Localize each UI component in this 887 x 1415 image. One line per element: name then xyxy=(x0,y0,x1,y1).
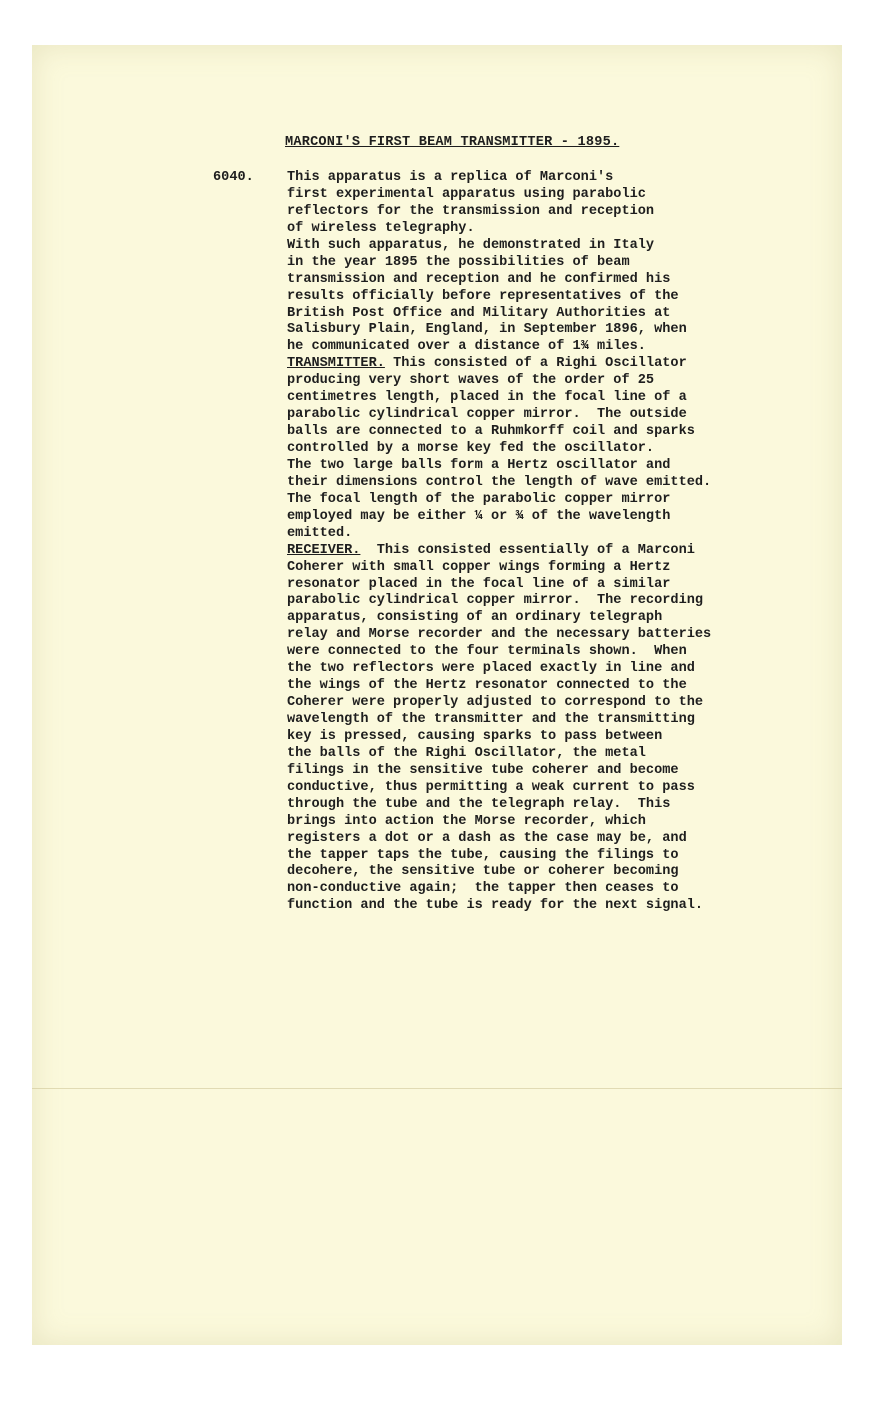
body-line: Salisbury Plain, England, in September 1896, when xyxy=(287,322,687,338)
body-line: decohere, the sensitive tube or coherer becoming xyxy=(287,864,679,880)
body-line: employed may be either ¼ or ¾ of the wavelength xyxy=(287,508,671,524)
body-line: through the tube and the telegraph relay. This xyxy=(287,796,671,812)
body-line: the wings of the Hertz resonator connected to the xyxy=(287,678,687,694)
body-line: he communicated over a distance of 1¾ miles. xyxy=(287,339,646,355)
body-line: the tapper taps the tube, causing the filings to xyxy=(287,847,679,863)
body-line: controlled by a morse key fed the oscillator. xyxy=(287,441,655,456)
body-line: first experimental apparatus using parabolic xyxy=(287,186,646,202)
body-line: producing very short waves of the order of 25 xyxy=(287,373,655,389)
body-line: The two large balls form a Hertz oscillator and xyxy=(287,457,671,473)
document-body xyxy=(287,170,827,915)
body-line: registers a dot or a dash as the case may be, and xyxy=(287,830,687,846)
body-line: function and the tube is ready for the next signal. xyxy=(287,898,704,914)
body-line: apparatus, consisting of an ordinary telegraph xyxy=(287,610,663,626)
body-line: the balls of the Righi Oscillator, the metal xyxy=(287,745,646,761)
body-line: emitted. xyxy=(287,525,353,541)
section-heading-line: RECEIVER. This consisted essentially of a Marconi xyxy=(287,542,695,558)
paper-fold-crease xyxy=(32,1088,842,1089)
body-line: parabolic cylindrical copper mirror. The outside xyxy=(287,407,687,423)
catalogue-number: 6040. xyxy=(213,170,254,185)
body-line: conductive, thus permitting a weak current to pass xyxy=(287,779,695,795)
body-line: were connected to the four terminals shown. When xyxy=(287,644,687,660)
body-line: resonator placed in the focal line of a similar xyxy=(287,576,671,592)
body-line: non-conductive again; the tapper then ceases to xyxy=(287,881,679,897)
body-line: of wireless telegraphy. xyxy=(287,220,475,236)
body-line: balls are connected to a Ruhmkorff coil and sparks xyxy=(287,424,695,440)
body-line: key is pressed, causing sparks to pass between xyxy=(287,728,663,744)
body-line: This apparatus is a replica of Marconi's xyxy=(287,170,614,185)
body-line: wavelength of the transmitter and the transmitting xyxy=(287,712,695,727)
body-line: their dimensions control the length of wave emitted. xyxy=(287,474,712,490)
body-line: Coherer with small copper wings forming a Hertz xyxy=(287,559,671,575)
body-line: relay and Morse recorder and the necessary batteries xyxy=(287,627,712,643)
receiver-heading: RECEIVER. xyxy=(287,542,361,558)
document-title: MARCONI'S FIRST BEAM TRANSMITTER - 1895. xyxy=(285,135,620,150)
body-line: reflectors for the transmission and reception xyxy=(287,203,655,219)
body-line: the two reflectors were placed exactly in line and xyxy=(287,661,695,677)
body-line: brings into action the Morse recorder, which xyxy=(287,813,646,829)
body-line: parabolic cylindrical copper mirror. The recording xyxy=(287,593,704,609)
transmitter-heading: TRANSMITTER. xyxy=(287,356,385,372)
body-line: filings in the sensitive tube coherer and become xyxy=(287,762,679,778)
body-line: Coherer were properly adjusted to correspond to the xyxy=(287,695,704,711)
body-line: The focal length of the parabolic copper mirror xyxy=(287,491,671,507)
section-heading-line: TRANSMITTER. This consisted of a Righi Oscillator xyxy=(287,356,687,372)
body-line: results officially before representatives of the xyxy=(287,288,679,304)
body-line: British Post Office and Military Authorities at xyxy=(287,305,671,321)
body-line: transmission and reception and he confirmed his xyxy=(287,271,671,287)
body-line: centimetres length, placed in the focal line of a xyxy=(287,390,687,406)
body-line: in the year 1895 the possibilities of beam xyxy=(287,254,630,270)
body-line: With such apparatus, he demonstrated in Italy xyxy=(287,237,655,253)
